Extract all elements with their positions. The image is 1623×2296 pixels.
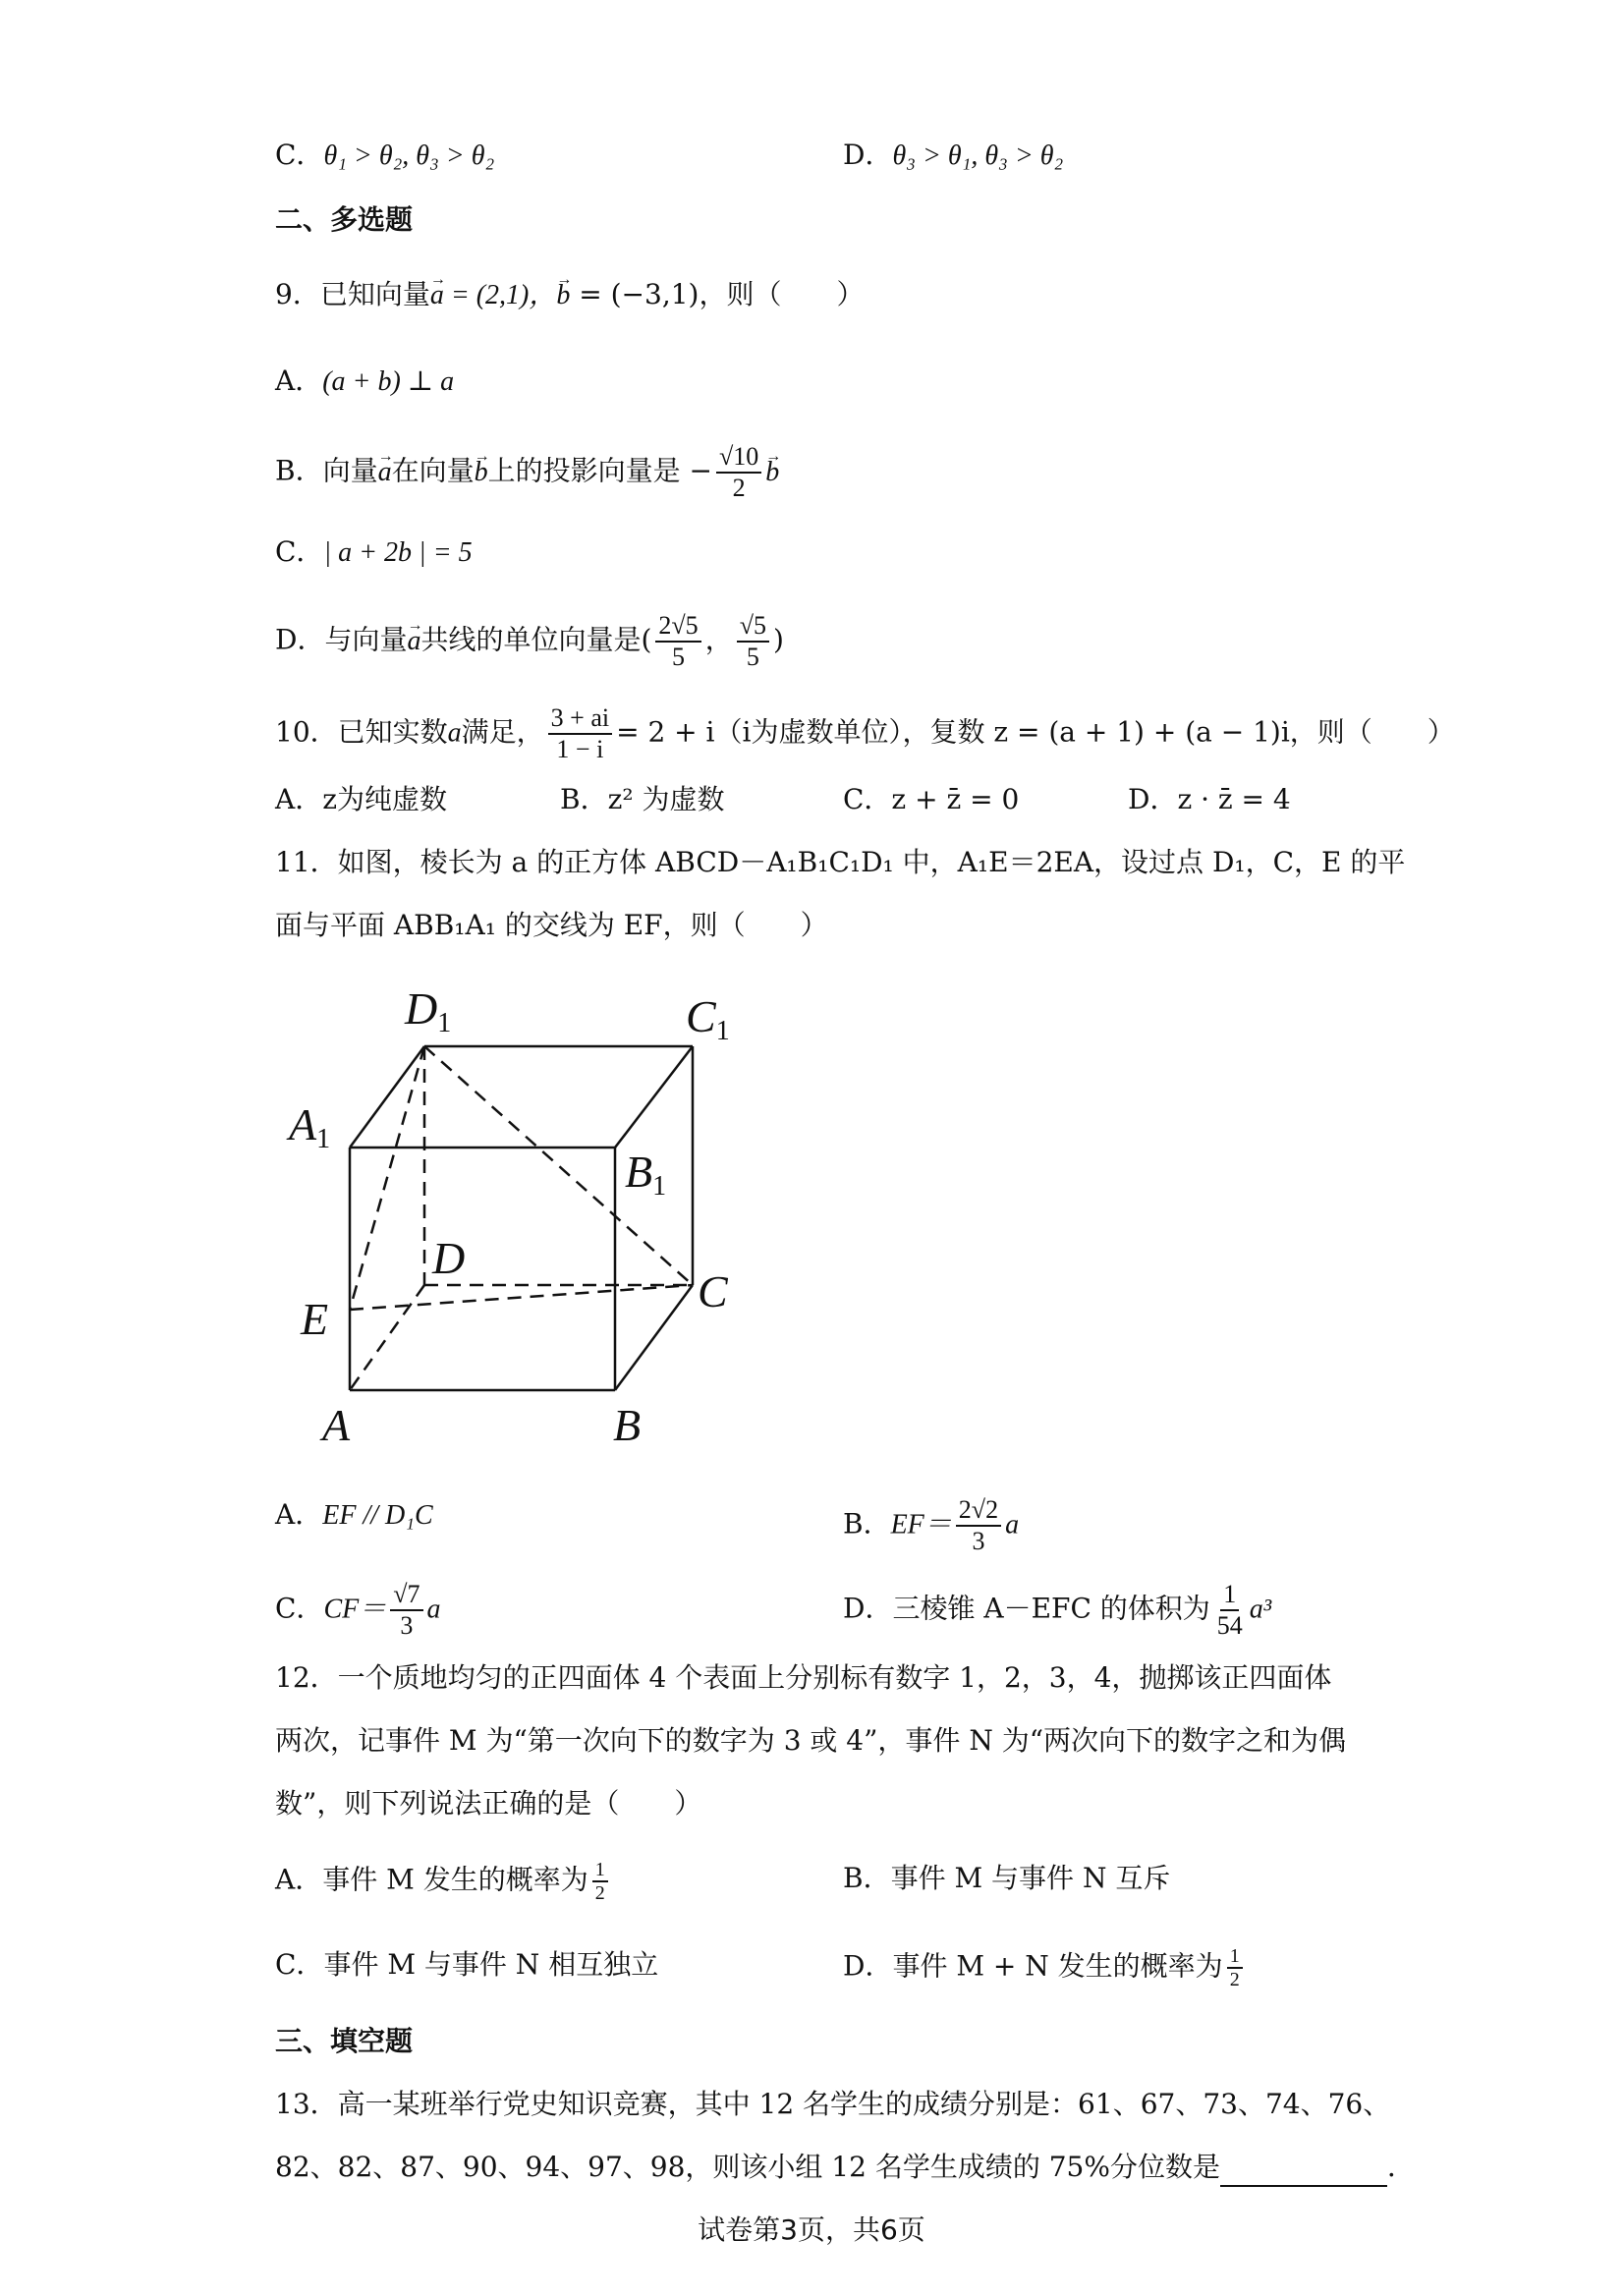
cube-figure <box>275 973 766 1454</box>
label-a1: A1 <box>289 1099 331 1154</box>
q10-option-d: D．z · z̄ = 4 <box>1128 783 1291 815</box>
q12-option-d: D．事件 M + N 发生的概率为 $\frac{1}{2}$ <box>843 1945 1247 1990</box>
q11-stem-line1: 11．如图，棱长为 a 的正方体 ABCD－A₁B₁C₁D₁ 中，A₁E＝2EA，设过点 D₁，C，E 的平 <box>275 846 1406 878</box>
q11-option-a: A．EF // D₁C <box>275 1498 433 1531</box>
label-b1: B1 <box>625 1147 667 1202</box>
q10-option-c: C．z + z̄ = 0 <box>843 783 1020 815</box>
section-title-fill-in: 三、填空题 <box>275 2025 414 2057</box>
q11-option-d: D．三棱锥 A－EFC 的体积为 $\frac{1}{54}$ a³ <box>843 1580 1272 1640</box>
answer-blank[interactable] <box>1220 2157 1387 2187</box>
label-b: B <box>613 1400 642 1450</box>
page-footer: 试卷第3页，共6页 <box>698 2213 925 2246</box>
q9-option-c: C．| a + 2b | = 5 <box>275 535 473 568</box>
q12-option-a: A．事件 M 发生的概率为 $\frac{1}{2}$ <box>275 1859 612 1904</box>
q11-option-c: C．CF＝ $\frac{√7}{3}$ a <box>275 1580 441 1640</box>
label-d: D <box>432 1233 466 1283</box>
edge-c-b <box>615 1285 693 1390</box>
q9-stem: 9．已知向量→ a = (2,1)，→ b = (−3,1)，则（ ） <box>275 275 864 315</box>
edge-a1-d1 <box>350 1046 424 1148</box>
q10-option-b: B．z² 为虚数 <box>560 783 725 815</box>
dashed-e-c <box>350 1285 693 1310</box>
label-d1: D1 <box>405 983 452 1038</box>
q12-stem-line3: 数”，则下列说法正确的是（ ） <box>275 1787 702 1820</box>
q9-option-b: B．向量→ a在向量→ b上的投影向量是 − $\frac{√10}{2}$ → b <box>275 442 779 503</box>
q13-stem-line1: 13．高一某班举行党史知识竞赛，其中 12 名学生的成绩分别是：61、67、73、74、76、 <box>275 2088 1391 2120</box>
label-e: E <box>301 1294 329 1344</box>
q8-option-c: C．θ₁ > θ₂, θ₃ > θ₂ <box>275 139 495 171</box>
label-c: C <box>698 1266 728 1316</box>
q10-stem: 10．已知实数a满足， $\frac{3 + ai}{1 - i}$ = 2 + i（i为虚数单位），复数 z = (a + 1) + (a − 1)i，则（ ） <box>275 703 1455 763</box>
q8-option-d: D．θ₃ > θ₁, θ₃ > θ₂ <box>843 139 1064 171</box>
q9-option-d: D．与向量→ a共线的单位向量是( $\frac{2√5}{5}$ ， $\frac{√5}{5}$ ) <box>275 611 784 672</box>
q12-option-c: C．事件 M 与事件 N 相互独立 <box>275 1948 659 1981</box>
q10-option-a: A．z为纯虚数 <box>275 783 447 815</box>
q12-stem-line2: 两次，记事件 M 为“第一次向下的数字为 3 或 4”，事件 N 为“两次向下的数字之和为偶 <box>275 1724 1347 1757</box>
q13-stem-line2: 82、82、87、90、94、97、98，则该小组 12 名学生成绩的 75%分位数是 ． <box>275 2148 1415 2187</box>
label-c1: C1 <box>686 991 730 1046</box>
q11-stem-line2: 面与平面 ABB₁A₁ 的交线为 EF，则（ ） <box>275 909 828 941</box>
q12-option-b: B．事件 M 与事件 N 互斥 <box>843 1862 1171 1894</box>
label-a: A <box>322 1400 351 1450</box>
dashed-d1-e <box>350 1046 424 1310</box>
section-title-multiple-choice: 二、多选题 <box>275 203 414 236</box>
q12-stem-line1: 12．一个质地均匀的正四面体 4 个表面上分别标有数字 1，2，3，4，抛掷该正四面体 <box>275 1661 1332 1694</box>
q9-option-a: A．(a + b) ⊥ a <box>275 364 455 397</box>
q11-option-b: B．EF＝ $\frac{2√2}{3}$ a <box>843 1495 1020 1555</box>
edge-c1-b1 <box>615 1046 693 1148</box>
hidden-edge-d-a <box>350 1285 424 1390</box>
